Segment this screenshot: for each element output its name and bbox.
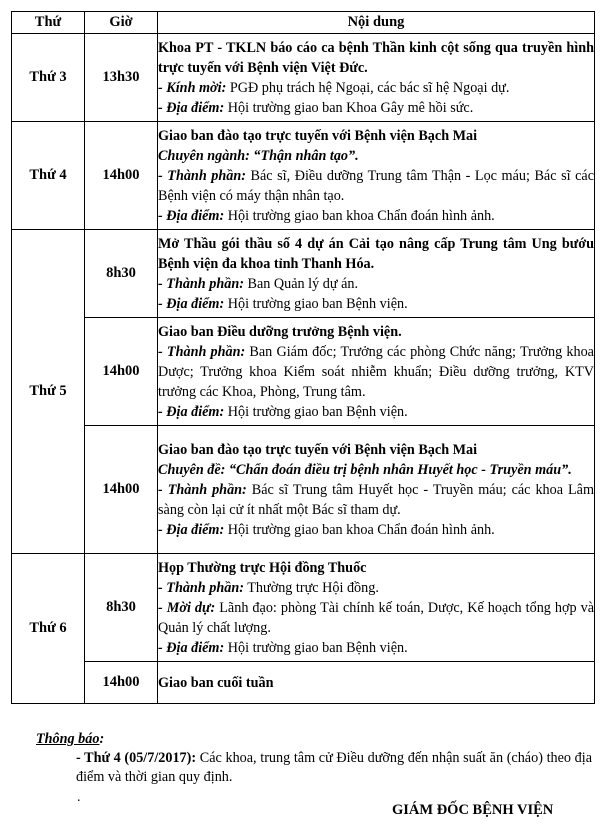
table-header-row <box>12 12 595 34</box>
event-detail <box>158 598 594 638</box>
notice-heading-line <box>36 730 592 749</box>
event-title: Giao ban đào tạo trực tuyến với Bệnh viện Bạch Mai <box>158 441 478 458</box>
table-row <box>12 662 595 704</box>
table-row <box>12 426 595 554</box>
detail-label: - Địa điểm: <box>158 99 225 116</box>
detail-label: - Thành phần: <box>158 275 244 292</box>
content-cell <box>158 318 595 426</box>
time-cell: 14h00 <box>85 426 158 554</box>
event-detail <box>158 402 594 422</box>
event-detail <box>158 520 594 540</box>
detail-label: - Địa điểm: <box>158 521 225 538</box>
detail-text: PGĐ phụ trách hệ Ngoại, các bác sĩ hệ Ngoại dự. <box>226 79 510 96</box>
time-cell: 14h00 <box>85 662 158 704</box>
notice-item <box>36 749 592 787</box>
detail-text: Lãnh đạo: phòng Tài chính kế toán, Dược, Kế hoạch tổng hợp và Quản lý chất lượng. <box>158 599 594 636</box>
time-cell: 8h30 <box>85 554 158 662</box>
detail-text: Bác sĩ, Điều dưỡng Trung tâm Thận - Lọc máu; Bác sĩ các Bệnh viện có máy thận nhân tạo. <box>158 167 594 204</box>
event-title: Khoa PT - TKLN báo cáo ca bệnh Thần kinh cột sống qua truyền hình trực tuyến với Bệnh viện Việt Đức. <box>158 39 594 76</box>
event-detail <box>158 638 594 658</box>
detail-text: Hội trường giao ban khoa Chẩn đoán hình ảnh. <box>224 521 495 538</box>
detail-label: - Địa điểm: <box>158 295 225 312</box>
table-row <box>12 122 595 230</box>
event-title: Giao ban đào tạo trực tuyến với Bệnh viện Bạch Mai <box>158 127 478 144</box>
detail-text: Hội trường giao ban khoa Chẩn đoán hình ảnh. <box>224 207 495 224</box>
header-day: Thứ <box>12 12 85 34</box>
notice-heading: Thông báo <box>36 731 100 747</box>
detail-label: - Thành phần: <box>158 481 247 498</box>
schedule-table <box>11 11 595 704</box>
notice-item-text: Các khoa, trung tâm cử Điều dưỡng đến nhận suất ăn (cháo) theo địa điểm và thời gian quy định. <box>76 750 592 785</box>
event-title: Giao ban Điều dưỡng trưởng Bệnh viện. <box>158 323 402 340</box>
notice-item-label: - Thứ 4 (05/7/2017): <box>76 750 197 766</box>
event-title: Họp Thường trực Hội đồng Thuốc <box>158 559 367 576</box>
event-title: Giao ban cuối tuần <box>158 674 274 691</box>
detail-text: Ban Giám đốc; Trưởng các phòng Chức năng; Trưởng khoa Dược; Trưởng khoa Kiểm soát nhiễm khuẩn; Điều dưỡng trưởng, KTV trưởng các Khoa, Phòng, Trung tâm. <box>158 343 594 400</box>
detail-label: - Mời dự: <box>158 599 216 616</box>
content-cell <box>158 122 595 230</box>
event-detail <box>158 98 594 118</box>
detail-text: Hội trường giao ban Bệnh viện. <box>224 639 408 656</box>
event-subtitle: Chuyên ngành: “Thận nhân tạo”. <box>158 147 359 164</box>
header-time: Giờ <box>85 12 158 34</box>
table-row <box>12 230 595 318</box>
time-cell: 13h30 <box>85 34 158 122</box>
event-detail <box>158 166 594 206</box>
event-detail <box>158 78 594 98</box>
detail-text: Bác sĩ Trung tâm Huyết học - Truyền máu; các khoa Lâm sàng còn lại cử ít nhất một Bác sĩ tham dự. <box>158 481 594 518</box>
detail-label: - Thành phần: <box>158 579 244 596</box>
day-cell: Thứ 6 <box>12 554 85 704</box>
notice-colon: : <box>99 731 105 747</box>
event-detail <box>158 206 594 226</box>
signature-title: GIÁM ĐỐC BỆNH VIỆN <box>392 802 554 818</box>
content-cell <box>158 34 595 122</box>
detail-label: - Thành phần: <box>158 167 246 184</box>
content-cell <box>158 426 595 554</box>
event-detail <box>158 342 594 402</box>
content-cell <box>158 554 595 662</box>
time-cell: 14h00 <box>85 122 158 230</box>
event-title: Mở Thầu gói thầu số 4 dự án Cải tạo nâng cấp Trung tâm Ung bướu Bệnh viện đa khoa tỉnh Thanh Hóa. <box>158 235 594 272</box>
event-detail <box>158 274 594 294</box>
detail-text: Thường trực Hội đồng. <box>243 579 379 596</box>
detail-label: - Kính mời: <box>158 79 227 96</box>
content-cell <box>158 230 595 318</box>
stray-dot: . <box>77 790 81 805</box>
detail-label: - Thành phần: <box>158 343 246 360</box>
table-row <box>12 318 595 426</box>
event-subtitle: Chuyên đề: “Chẩn đoán điều trị bệnh nhân Huyết học - Truyền máu”. <box>158 461 572 478</box>
detail-label: - Địa điểm: <box>158 403 225 420</box>
detail-text: Hội trường giao ban Bệnh viện. <box>224 295 408 312</box>
header-content: Nội dung <box>158 12 595 34</box>
day-cell: Thứ 5 <box>12 230 85 554</box>
time-cell: 14h00 <box>85 318 158 426</box>
event-detail <box>158 480 594 520</box>
table-row <box>12 554 595 662</box>
detail-label: - Địa điểm: <box>158 639 225 656</box>
detail-text: Hội trường giao ban Khoa Gây mê hồi sức. <box>224 99 474 116</box>
content-cell <box>158 662 595 704</box>
detail-text: Ban Quản lý dự án. <box>243 275 359 292</box>
day-cell: Thứ 3 <box>12 34 85 122</box>
table-row <box>12 34 595 122</box>
event-detail <box>158 578 594 598</box>
notice-section <box>36 730 592 787</box>
time-cell: 8h30 <box>85 230 158 318</box>
detail-text: Hội trường giao ban Bệnh viện. <box>224 403 408 420</box>
detail-label: - Địa điểm: <box>158 207 225 224</box>
day-cell: Thứ 4 <box>12 122 85 230</box>
event-detail <box>158 294 594 314</box>
